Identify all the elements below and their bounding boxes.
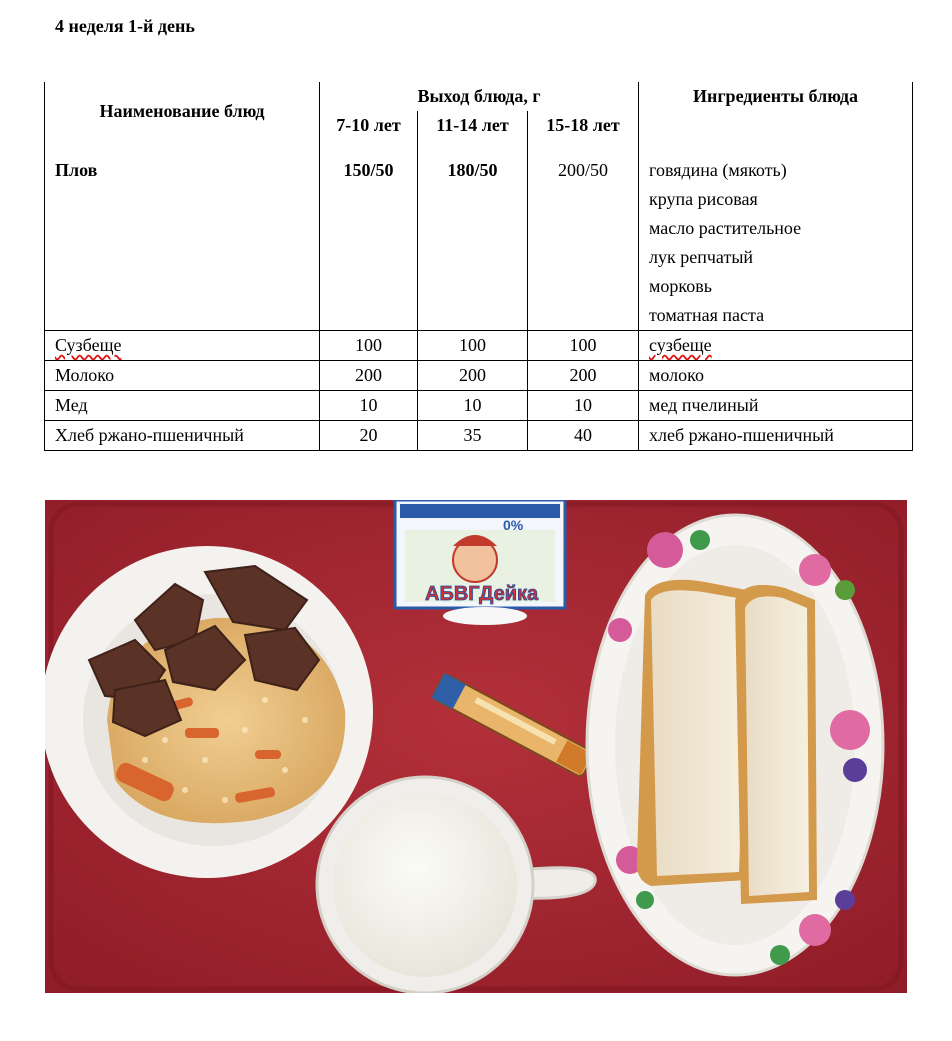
dish-name: Молоко (45, 361, 320, 391)
yield-cell: 20 (320, 421, 418, 451)
ingredient-cell: томатная паста (639, 301, 913, 331)
empty-cell (528, 214, 639, 243)
empty-cell (528, 301, 639, 331)
yield-cell: 100 (528, 331, 639, 361)
menu-table (44, 82, 913, 451)
milk (333, 793, 517, 977)
empty-cell (45, 185, 320, 214)
yield-cell: 100 (418, 331, 528, 361)
col-header-ingredients: Ингредиенты блюда (639, 82, 913, 111)
dish-name: Плов (45, 156, 320, 185)
table-row (45, 421, 913, 451)
package-fat: 0% (503, 517, 524, 533)
ingredient-cell: морковь (639, 272, 913, 301)
empty-cell (639, 111, 913, 140)
empty-cell (418, 243, 528, 272)
yield-cell: 200 (528, 361, 639, 391)
empty-cell (320, 140, 418, 156)
bread-plate (587, 515, 883, 975)
table-row (45, 391, 913, 421)
ingredient-cell: молоко (639, 361, 913, 391)
table-row (45, 185, 913, 214)
plov-plate (45, 546, 373, 878)
yield-cell: 35 (418, 421, 528, 451)
table-row (45, 214, 913, 243)
empty-cell (418, 185, 528, 214)
dish-name-text: Сузбеще (55, 335, 122, 355)
ingredient-cell: говядина (мякоть) (639, 156, 913, 185)
yield-cell: 10 (320, 391, 418, 421)
age-group: 11-14 лет (418, 111, 528, 140)
ingredient-cell: крупа рисовая (639, 185, 913, 214)
table-row (45, 301, 913, 331)
yield-cell: 200/50 (528, 156, 639, 185)
yield-cell: 150/50 (320, 156, 418, 185)
yield-cell: 10 (418, 391, 528, 421)
empty-cell (320, 272, 418, 301)
bread-slices (637, 580, 817, 904)
table-row (45, 156, 913, 185)
yogurt-package (395, 500, 565, 625)
empty-cell (45, 301, 320, 331)
empty-cell (45, 243, 320, 272)
empty-cell (320, 185, 418, 214)
dish-name (45, 331, 320, 361)
ingredient-cell: хлеб ржано-пшеничный (639, 421, 913, 451)
ingredient-cell (639, 331, 913, 361)
yield-cell: 200 (418, 361, 528, 391)
col-header-yield: Выход блюда, г (320, 82, 639, 111)
header-row (45, 82, 913, 111)
age-group: 15-18 лет (528, 111, 639, 140)
spacer-row (45, 140, 913, 156)
package-brand: АБВГДейка (425, 583, 539, 605)
empty-cell (528, 185, 639, 214)
table-row (45, 331, 913, 361)
yield-cell: 40 (528, 421, 639, 451)
yield-cell: 10 (528, 391, 639, 421)
dish-name: Мед (45, 391, 320, 421)
meal-photo (45, 500, 907, 993)
empty-cell (639, 140, 913, 156)
yield-cell: 200 (320, 361, 418, 391)
yield-cell: 100 (320, 331, 418, 361)
col-header-name: Наименование блюд (45, 82, 320, 140)
empty-cell (418, 301, 528, 331)
table-row (45, 272, 913, 301)
empty-cell (45, 214, 320, 243)
ingredient-cell: лук репчатый (639, 243, 913, 272)
table-row (45, 361, 913, 391)
ingredient-text: сузбеще (649, 335, 712, 355)
empty-cell (45, 272, 320, 301)
age-group: 7-10 лет (320, 111, 418, 140)
empty-cell (418, 214, 528, 243)
empty-cell (320, 214, 418, 243)
empty-cell (418, 140, 528, 156)
ingredient-cell: масло растительное (639, 214, 913, 243)
yield-cell: 180/50 (418, 156, 528, 185)
dish-name: Хлеб ржано-пшеничный (45, 421, 320, 451)
page-title: 4 неделя 1-й день (55, 16, 195, 36)
empty-cell (528, 243, 639, 272)
empty-cell (418, 272, 528, 301)
empty-cell (320, 301, 418, 331)
ingredient-cell: мед пчелиный (639, 391, 913, 421)
empty-cell (528, 272, 639, 301)
table-row (45, 243, 913, 272)
empty-cell (45, 140, 320, 156)
meal-photo-illustration (45, 500, 907, 993)
empty-cell (528, 140, 639, 156)
empty-cell (320, 243, 418, 272)
